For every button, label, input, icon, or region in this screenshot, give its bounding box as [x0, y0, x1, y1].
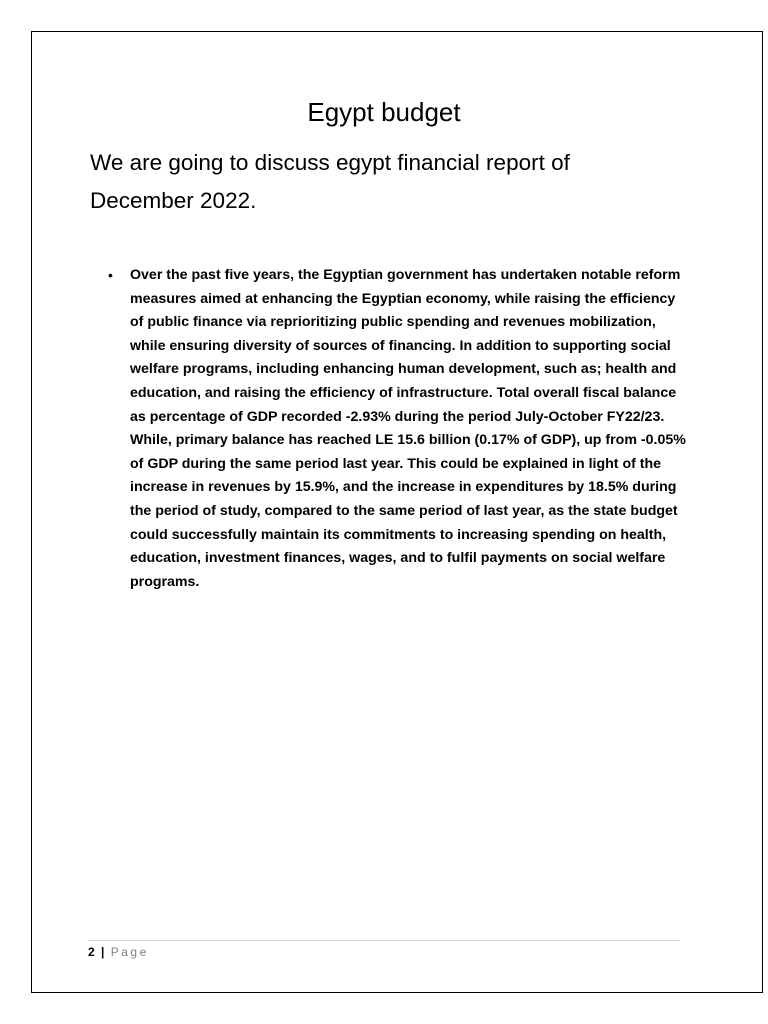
document-title: Egypt budget	[307, 97, 461, 127]
bullet-icon: •	[108, 267, 113, 283]
bullet-text: Over the past five years, the Egyptian government has undertaken notable reform measures aimed at enhancing the Egyptian economy, while raising the efficiency of public finance via reprioritizing public spending and revenues mobilization, while ensuring diversity of sources of financing. In addition to supporting social welfare programs, including enhancing human development, such as; health and education, and raising the efficiency of infrastructure. Total overall fiscal balance as percentage of GDP recorded -2.93% during the period July-October FY22/23. While, primary balance has reached LE 15.6 billion (0.17% of GDP), up from -0.05% of GDP during the same period last year. This could be explained in light of the increase in revenues by 15.9%, and the increase in expenditures by 18.5% during the period of study, compared to the same period of last year, as the state budget could successfully maintain its commitments to increasing spending on health, education, investment finances, wages, and to fulfil payments on social welfare programs.	[130, 267, 686, 590]
bullet-list	[108, 264, 690, 594]
bullet-item	[108, 264, 690, 594]
intro-paragraph: We are going to discuss egypt financial report of December 2022.	[90, 150, 570, 213]
page-label: Page	[110, 945, 149, 959]
footer-separator: |	[101, 945, 105, 959]
footer-rule	[88, 940, 680, 941]
page-number: 2	[88, 945, 95, 959]
page-footer	[88, 944, 149, 960]
